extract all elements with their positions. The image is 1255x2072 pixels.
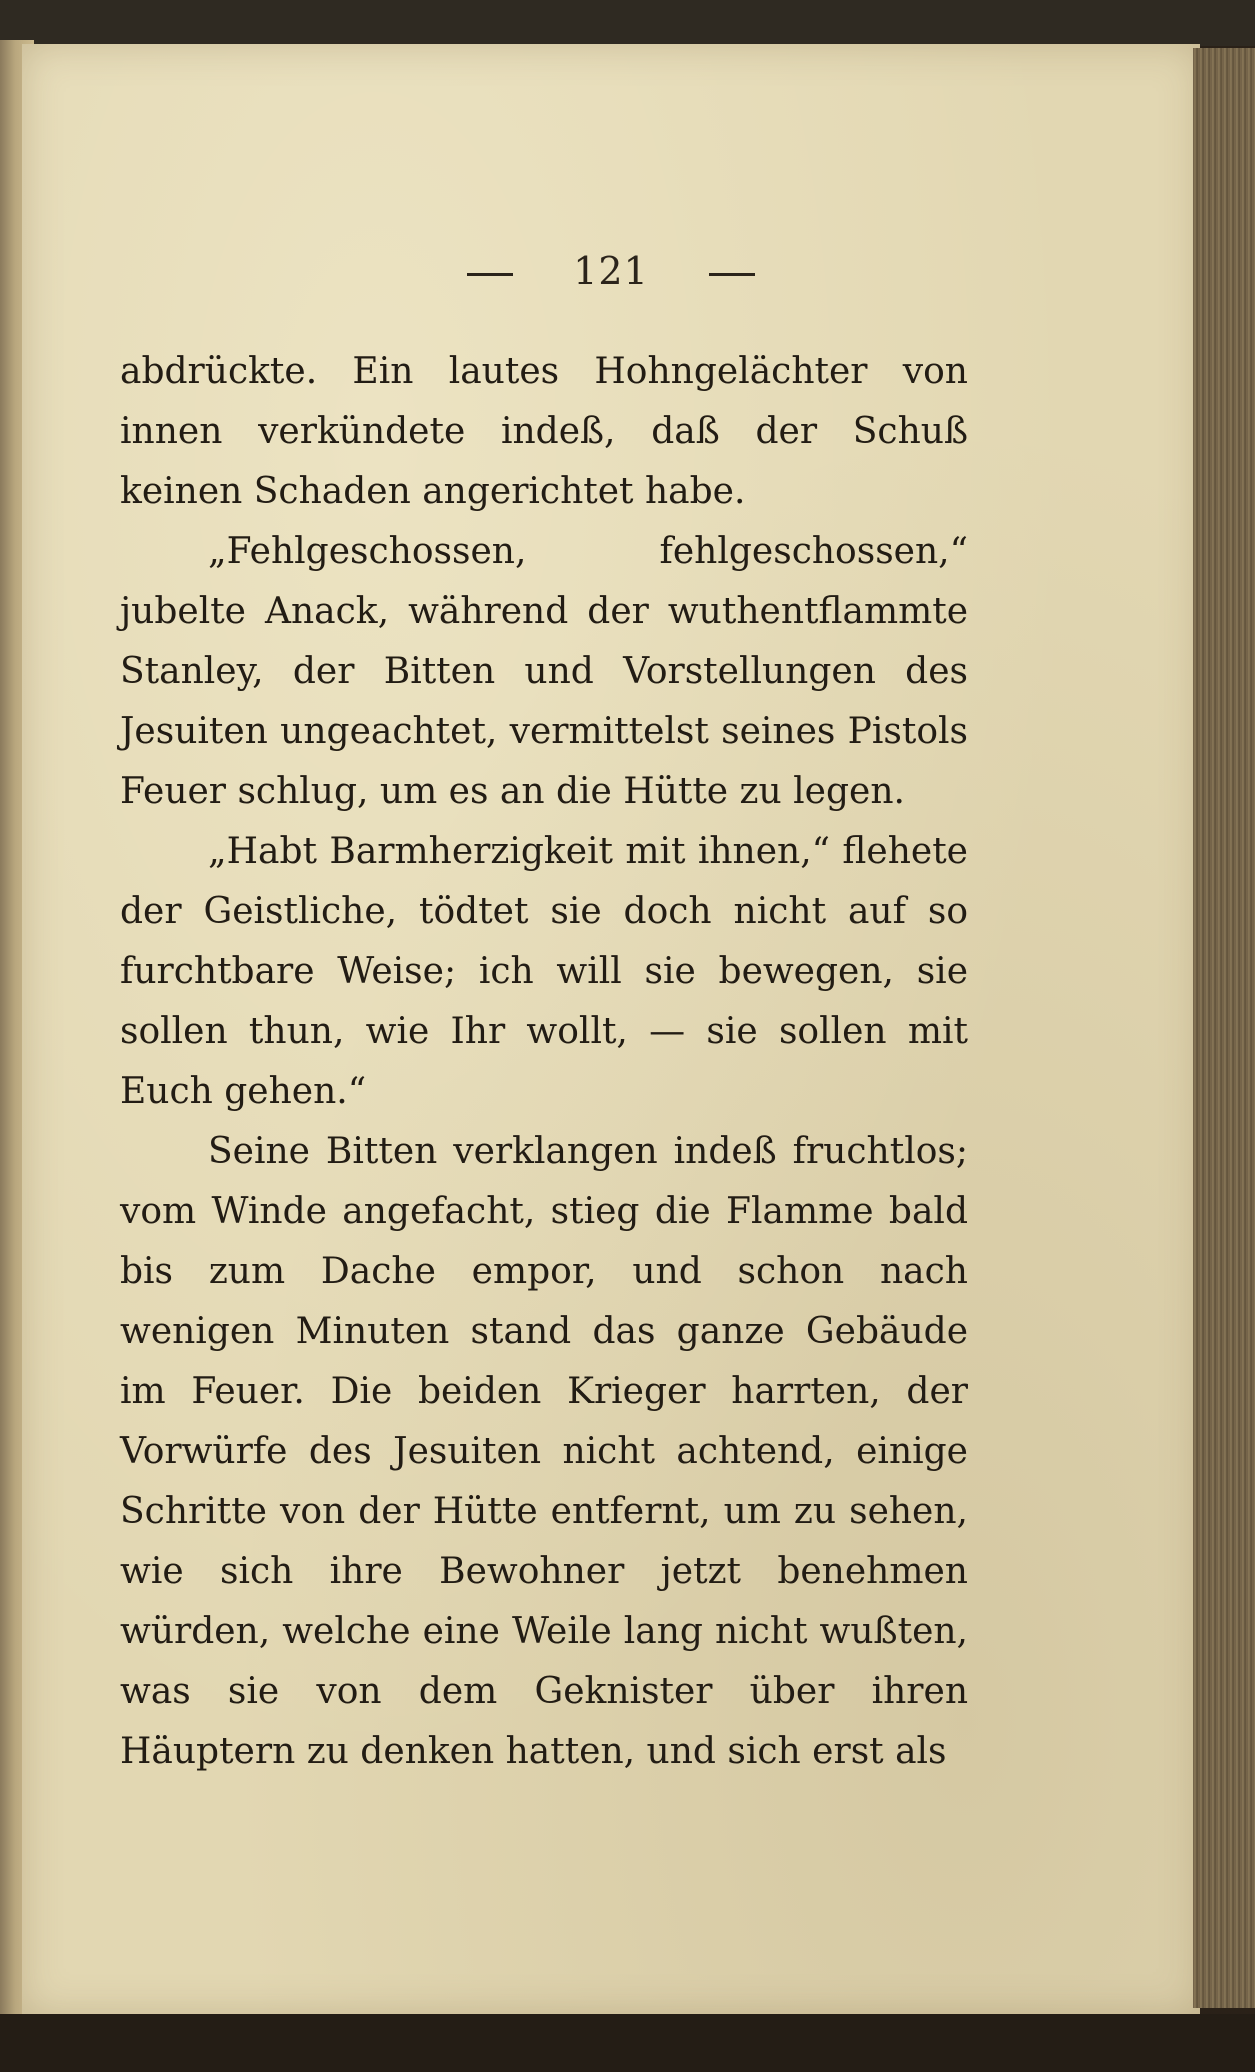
- header-dash-left: [467, 273, 513, 276]
- paragraph-3: „Habt Barmherzigkeit mit ihnen,“ flehete der Geistliche, tödtet sie doch nicht auf so furchtbare Weise; ich will sie bewegen, sie sollen thun, wie Ihr wollt, — sie sollen mit Euch gehen.“: [120, 831, 968, 1112]
- paragraph-2: „Fehlgeschossen, fehlgeschossen,“ jubelte Anack, während der wuthentflammte Stanley, der Bitten und Vorstellungen des Jesuiten ungeachtet, vermittelst seines Pistols Feuer schlug, um es an die Hütte zu legen.: [120, 531, 968, 812]
- scan-top-edge: [0, 0, 1255, 46]
- page-header: [22, 249, 1200, 293]
- paragraph-1: abdrückte. Ein lautes Hohngelächter von innen verkündete indeß, daß der Schuß keinen Schaden angerichtet habe.: [120, 351, 968, 512]
- header-dash-right: [709, 273, 755, 276]
- scan-bottom-edge: [0, 2014, 1255, 2072]
- body-text: [120, 342, 968, 1782]
- page-number: 121: [573, 249, 649, 293]
- book-page: [22, 44, 1200, 2016]
- page-fore-edge: [1193, 48, 1255, 2008]
- paragraph-4: Seine Bitten verklangen indeß fruchtlos; vom Winde angefacht, stieg die Flamme bald bis zum Dache empor, und schon nach wenigen Minuten stand das ganze Gebäude im Feuer. Die beiden Krieger harrten, der Vorwürfe des Jesuiten nicht achtend, einige Schritte von der Hütte entfernt, um zu sehen, wie sich ihre Bewohner jetzt benehmen würden, welche eine Weile lang nicht wußten, was sie von dem Geknister über ihren Häuptern zu denken hatten, und sich erst als: [120, 1131, 968, 1772]
